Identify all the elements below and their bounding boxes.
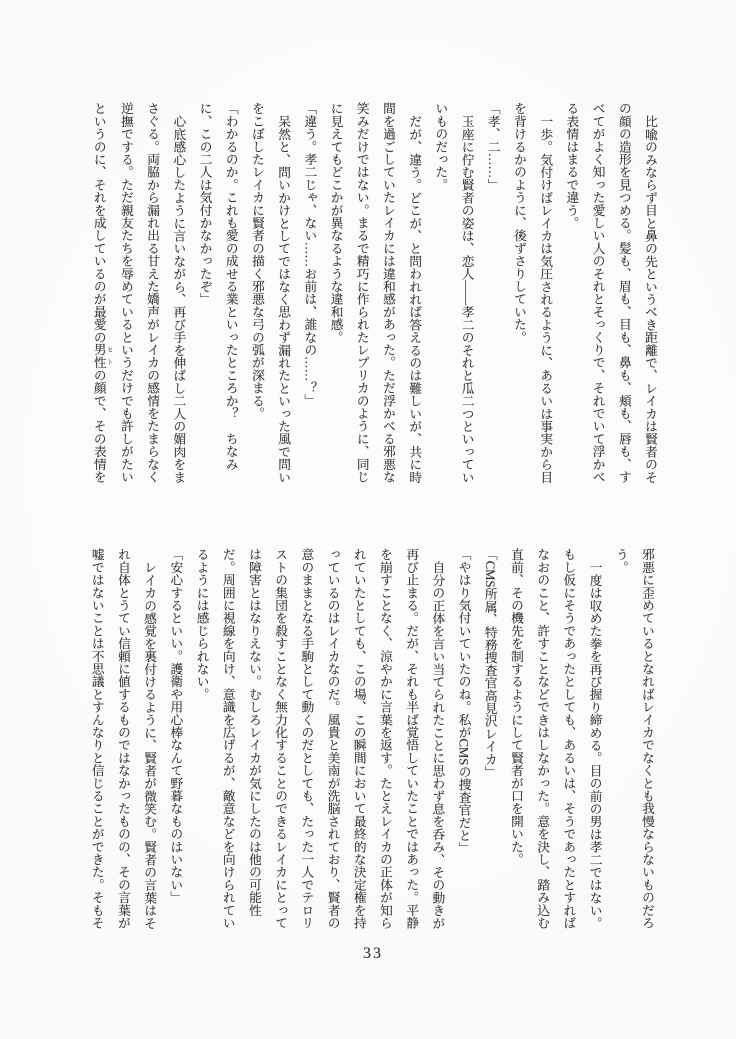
furigana-annotation: 男性 ヒト [91,343,113,369]
text-line: 意のままとなる手駒として動くのだとしても、たった一人でテロリ [299,548,314,929]
text-line: 「安心するといい。護衛や用心棒なんて野暮なものはいない」 [168,548,183,904]
text-line: う。 [613,548,628,574]
text-line: 「CMS所属、特務捜査官高見沢レイカ」 [482,548,497,778]
text-line: を崩すことなく、涼やかに言葉を返す。たとえレイカの正体が知ら [377,548,392,929]
text-line: るようには感じられない。 [194,548,209,701]
text-line: に見えてもどこかが異なるような違和感。 [328,102,343,344]
text-line: を背けるかのように、後ずさりしていた。 [511,102,526,344]
text-line: だが、違う。どこが、と問われれば答えるのは難しいが、共に時 [407,114,422,483]
text-line: 笑みだけではない。まるで精巧に作られたレプリカのように、同じ [354,102,369,483]
text-line: 一歩。気付けばレイカは気圧されるように、あるいは事実から目 [538,114,553,483]
text-line: 「わかるのか。これも愛の成せる業といったところか？ ちなみ [223,102,238,471]
text-line: さぐる。両脇から漏れ出る甘えた嬌声がレイカの感情をたまらなく [145,102,160,483]
text-line: 直前、その機先を制するようにして賢者が口を開いた。 [508,548,523,866]
text-line: 邪悪に歪めているとなればレイカでなくとも我慢ならないものだろ [640,548,654,929]
text-line: 玉座に佇む賢者の姿は、恋人――孝二のそれと瓜二つといってい [459,114,474,483]
text-line: 「違う。孝二じゃ、ない……お前は、誰なの……？」 [302,102,317,407]
text-line: レイカの感覚を裏付けるように、賢者が微笑む。賢者の言葉はそ [142,560,157,929]
text-line: 再び止まる。だが、それも半ば覚悟していたことではあった。平静 [404,548,419,929]
vertical-text-block-bottom [84,548,660,932]
text-line: なおのこと、許すことなどできはしなかった。意を決し、踏み込む [535,548,550,929]
vertical-text-block-top [86,102,663,500]
text-line: 比喩のみならず目と鼻の先というべき距離で、レイカは賢者のそ [643,114,657,483]
page-number: 33 [363,945,383,962]
text-line: っているのはレイカなのだ。風貴と美南が洗脳されており、賢者の [325,548,340,929]
text-line: る表情はまるで違う。 [564,102,579,229]
text-line: いものだった。 [433,102,448,191]
text-line: 間を過ごしていたレイカには違和感があった。ただ浮かべる邪悪な [380,102,395,483]
text-line: というのに、それを成しているのが最愛の男性 ヒトの顔で、その表情を [91,102,113,484]
text-line: 逆撫でする。ただ親友たちを辱めているというだけでも許しがたい [118,102,133,483]
text-line: 心底感心したように言いながら、再び手を伸ばし二人の媚肉をま [171,114,186,483]
text-line: れていたとしても、この場、この瞬間において最終的な決定権を持 [351,548,366,929]
text-line: れ自体とうてい信頼に値するものではなかったものの、その言葉が [115,548,130,929]
text-line: 一度は収めた拳を再び握り締める。目の前の男は孝二ではない。 [587,560,602,929]
text-line: をこぼしたレイカに賢者の描く邪悪な弓の弧が深まる。 [249,102,264,420]
text-line: 呆然と、問いかけとしてではなく思わず漏れたといった風で問い [276,114,291,483]
text-line: だ。周囲に視線を向け、意識を広げるが、敵意などを向けられてい [220,548,235,929]
text-line: の顔の造形を見つめる。髪も、眉も、目も、鼻も、頬も、唇も、す [616,102,631,483]
text-line: は障害とはなりえない。むしろレイカが気にしたのは他の可能性 [246,548,261,917]
text-line: 「やはり気付いていたのね。私がCMSの捜査官だと」 [456,548,471,855]
text-line: 自分の正体を言い当てられたことに思わず息を呑み、その動きが [430,560,445,929]
text-line: べてがよく知った愛しい人のそれとそっくりで、それでいて浮かべ [590,102,605,483]
text-line: に、この二人は気付かなかったぞ」 [197,102,212,306]
text-line: ストの集団を殺すことなく無力化することのできるレイカにとって [273,548,288,929]
text-line: 嘘ではないことは不思議とすんなりと信じることができた。そもそ [89,548,104,929]
text-line: もし仮にそうであったとしても、あるいは、そうであったとすれば [561,548,576,929]
text-line: 「孝、二……」 [485,102,500,191]
